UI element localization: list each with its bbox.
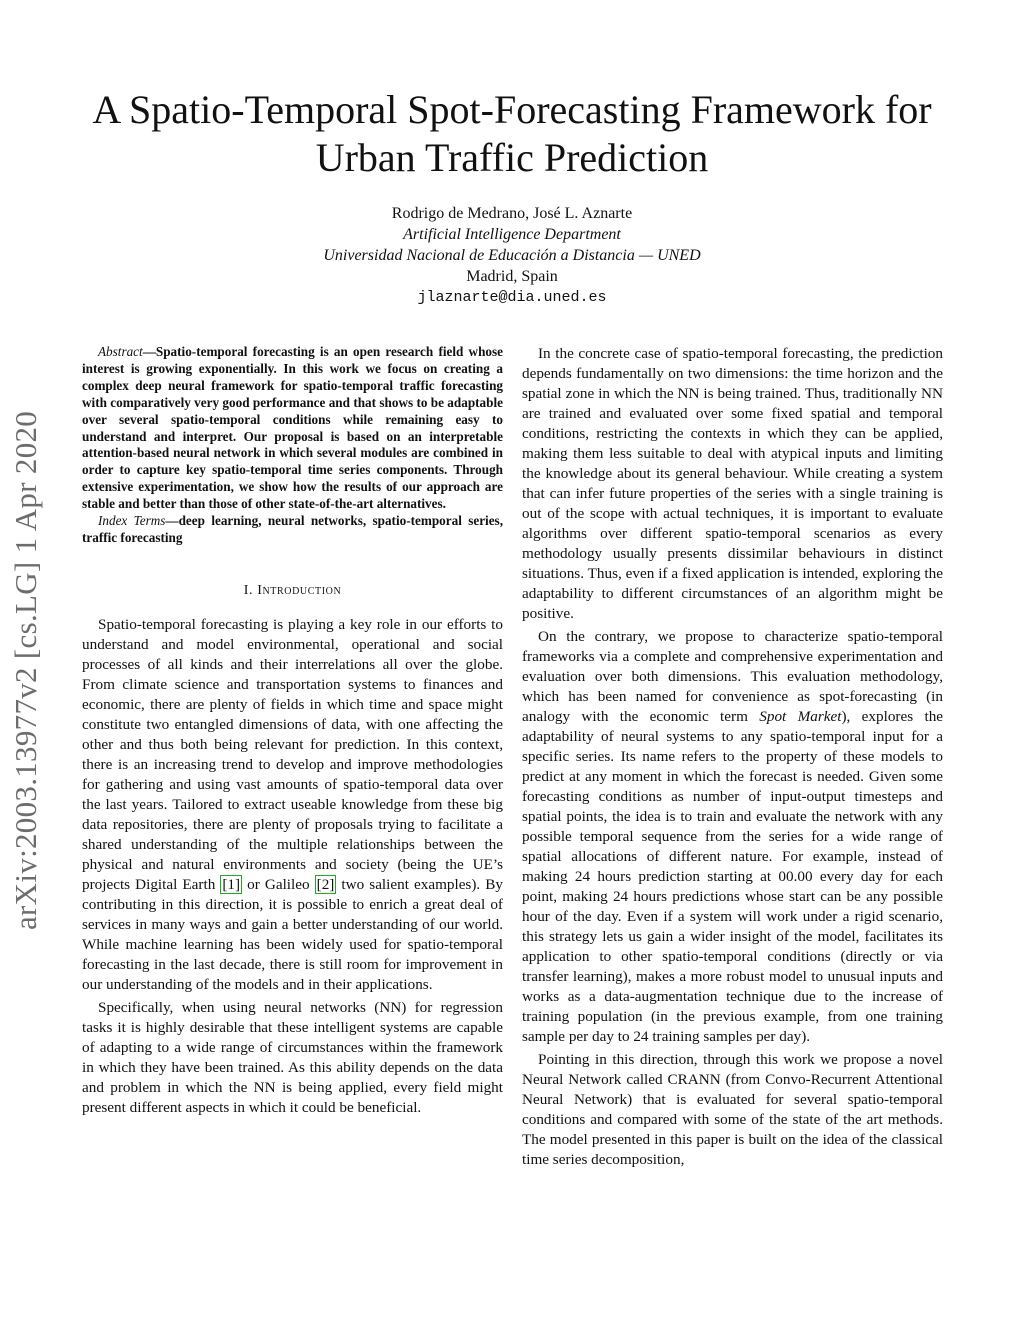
index-terms-label: Index Terms [98,513,166,529]
author-university: Universidad Nacional de Educación a Distancia — UNED [323,247,701,264]
paragraph-text: two salient examples). By contributing in this direction, it is possible to enrich a great deal of services in many ways and gain a better understanding of our world. While machine learning has been widely used for spatio-temporal forecasting in the last decade, there is still room for improvement in our understanding of the models and in their applications. [82,875,503,993]
emphasis-spot-market: Spot Market [759,708,842,725]
author-email[interactable]: jlaznarte@dia.uned.es [417,289,607,306]
section-number: I. [243,582,254,598]
left-column [82,344,503,1118]
intro-paragraph-3: In the concrete case of spatio-temporal forecasting, the prediction depends fundamentally on two dimensions: the time horizon and the spatial zone in which the NN is being trained. Thus, traditionally NN are trained and evaluated over some fixed spatial and temporal conditions, restricting the contexts in which they can be applied, making them less suitable to deal with atypical inputs and limiting the knowledge about its general behaviour. While creating a system that can infer future properties of the series with a single training is out of the scope with actual techniques, it is important to evaluate algorithms over different spatio-temporal scenarios as every methodology usually presents dissimilar behaviours in distinct situations. Thus, even if a fixed application is intended, exploring the adaptability to different circumstances of an algorithm might be positive. [522,345,943,622]
abstract-text: —Spatio-temporal forecasting is an open research field whose interest is growing exponentially. In this work we focus on creating a complex deep neural framework for spatio-temporal traffic forecasting with comparatively very good performance and that shows to be adaptable over several spatio-temporal conditions while remaining easy to understand and interpret. Our proposal is based on an interpretable attention-based neural network in which several modules are combined in order to capture key spatio-temporal time series components. Through extensive experimentation, we show how the results of our approach are stable and better than those of other state-of-the-art alternatives. [82,344,503,512]
title-line-2: Urban Traffic Prediction [315,135,709,180]
paragraph-text: ), explores the adaptability of neural systems to any spatio-temporal input for a specific series. Its name refers to the property of these models to predict at any moment in which the forecast is needed. Given some forecasting conditions as number of input-output timesteps and spatial points, the idea is to train and evaluate the network with any possible temporal sequence from the series for a wide range of spatial allocations of different nature. For example, instead of making 24 hours prediction starting at 00.00 every day for each point, making 24 hours predictions whose start can be any possible hour of the day. Even if a system will work under a rigid scenario, this strategy lets us gain a wider insight of the model, facilitates its application to other spatio-temporal conditions (directly or via transfer learning), makes a more robust model to unusual inputs and works as a data-augmentation technique due to the increase of training population (in the previous example, from one training sample per day to 24 training samples per day). [522,708,944,1045]
paper-title [60,86,964,182]
section-title: Introduction [257,582,342,598]
intro-paragraph-4 [522,627,943,1047]
author-location: Madrid, Spain [466,268,558,285]
title-line-1: A Spatio-Temporal Spot-Forecasting Framework for [92,87,932,132]
paragraph-text: On the contrary, we propose to characterize spatio-temporal frameworks via a complete and comprehensive experimentation and evaluation over both dimensions. This evaluation methodology, which has been named for convenience as spot-forecasting (in analogy with the economic term [522,628,943,725]
section-heading-introduction [82,581,503,601]
author-block [160,203,864,308]
abstract [82,344,503,547]
author-department: Artificial Intelligence Department [403,226,621,243]
right-column [522,344,943,1170]
paragraph-text: Spatio-temporal forecasting is playing a key role in our efforts to understand and model environmental, operational and social processes of all kinds and their interrelations all over the globe. From climate science and transportation systems to finances and economic, there are plenty of fields in which time and space might constitute two entangled dimensions of data, with one affecting the other and thus both being relevant for prediction. In this context, there is an increasing trend to develop and improve methodologies for gathering and using vast amounts of spatio-temporal data over the last years. Tailored to extract useable knowledge from these big data repositories, there are plenty of proposals trying to facilitate a shared understanding of the multiple relationships between the physical and natural environments and society (being the UE’s projects Digital Earth [82,615,503,893]
citation-link-2[interactable]: [2] [316,875,335,893]
author-names: Rodrigo de Medrano, José L. Aznarte [391,205,633,222]
intro-paragraph-5: Pointing in this direction, through this work we propose a novel Neural Network called CRANN (from Convo-Recurrent Attentional Neural Network) that is evaluated for several spatio-temporal conditions and compared with some of the state of the art methods. The model presented in this paper is built on the idea of the classical time series decomposition, [522,1051,943,1168]
intro-paragraph-2: Specifically, when using neural networks (NN) for regression tasks it is highly desirable that these intelligent systems are capable of adapting to a wide range of circumstances within the framework in which they have been trained. As this ability depends on the data and problem in which the NN is being applied, every field might present different aspects in which it could be beneficial. [82,998,503,1116]
arxiv-identifier: arXiv:2003.13977v2 [cs.LG] 1 Apr 2020 [8,410,43,930]
index-terms-text: —deep learning, neural networks, spatio-temporal series, traffic forecasting [82,513,503,545]
paragraph-text: or Galileo [242,875,315,893]
intro-paragraph-1 [82,615,503,995]
citation-link-1[interactable]: [1] [222,875,241,893]
abstract-label: Abstract [98,344,143,359]
